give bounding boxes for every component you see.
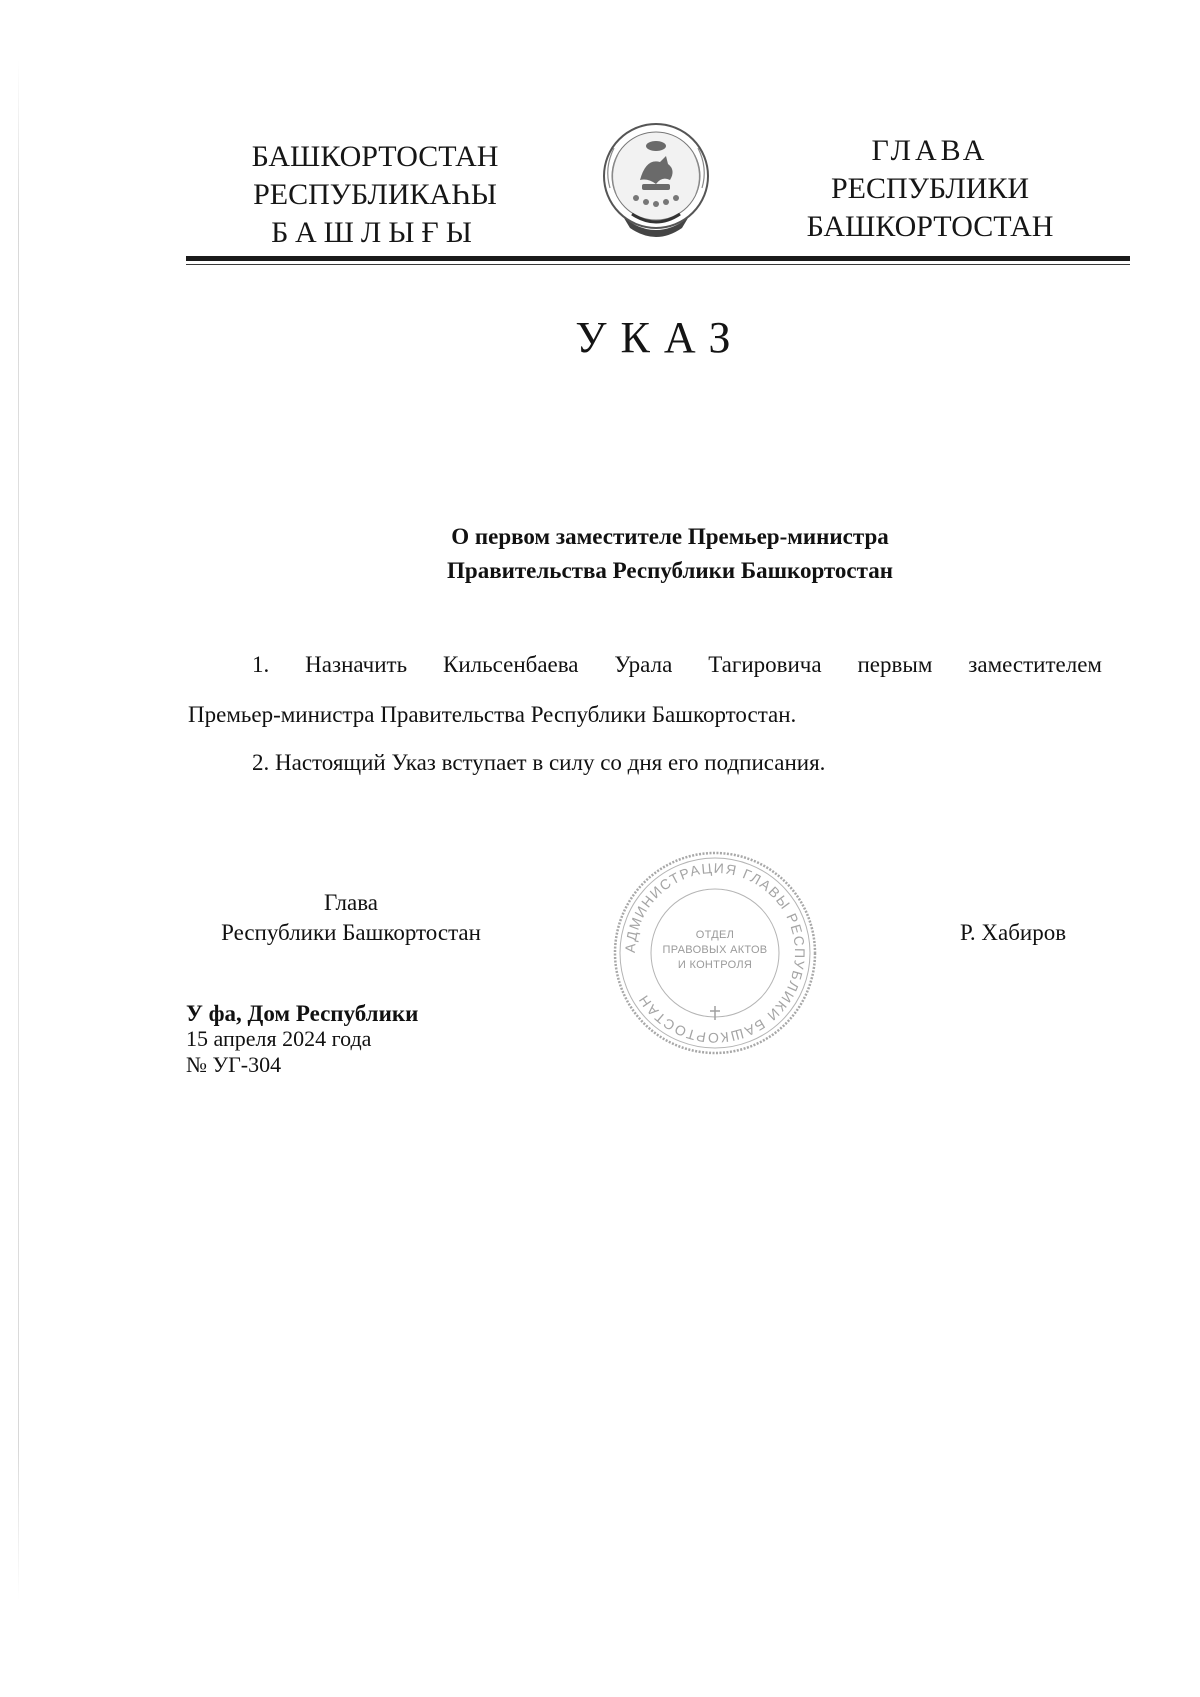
- signatory-title-line-1: Глава: [323, 890, 379, 915]
- decree-number: № УГ-304: [186, 1052, 282, 1077]
- signatory-title: [186, 888, 516, 948]
- paragraph-1-line-1: 1. Назначить Кильсенбаева Урала Тагировича первым заместителем: [252, 652, 1102, 677]
- header-left-line-2: РЕСПУБЛИКАҺЫ: [253, 178, 497, 211]
- signing-date: 15 апреля 2024 года: [186, 1026, 372, 1051]
- header-divider-thick: [186, 256, 1130, 261]
- seal-center-line-2: ПРАВОВЫХ АКТОВ: [662, 944, 768, 956]
- decree-subject-line-1: О первом заместителе Премьер-министра: [451, 524, 889, 549]
- header-right-line-1: ГЛАВА: [871, 134, 989, 167]
- header-right-russian: [780, 132, 1080, 246]
- signatory-title-line-2: Республики Башкортостан: [221, 920, 481, 945]
- header-right-line-3: БАШКОРТОСТАН: [806, 210, 1054, 243]
- seal-center-line-3: И КОНТРОЛЯ: [677, 959, 753, 971]
- header-left-line-3: БАШЛЫҒЫ: [271, 216, 479, 249]
- scan-edge-artifact: [18, 60, 19, 1600]
- paragraph-2: 2. Настоящий Указ вступает в силу со дня его подписания.: [252, 750, 826, 775]
- document-type-title: УКАЗ: [575, 313, 745, 362]
- header-left-line-1: БАШКОРТОСТАН: [251, 140, 499, 173]
- decree-subject: [330, 520, 1010, 588]
- header-divider-thin: [186, 264, 1130, 265]
- seal-center-text: [655, 928, 775, 973]
- decree-subject-line-2: Правительства Республики Башкортостан: [447, 558, 893, 583]
- header-left-bashkir: [230, 138, 520, 252]
- seal-ring-text: АДМИНИСТРАЦИЯ ГЛАВЫ РЕСПУБЛИКИ БАШКОРТОСТАН: [621, 859, 809, 1047]
- coat-of-arms-icon: [596, 118, 716, 248]
- signatory-name: Р. Хабиров: [960, 920, 1067, 945]
- signing-place: У фа, Дом Республики: [186, 1001, 419, 1026]
- header-right-line-2: РЕСПУБЛИКИ: [830, 172, 1030, 205]
- paragraph-1-line-2: Премьер-министра Правительства Республики Башкортостан.: [188, 702, 797, 727]
- seal-center-line-1: ОТДЕЛ: [695, 929, 735, 941]
